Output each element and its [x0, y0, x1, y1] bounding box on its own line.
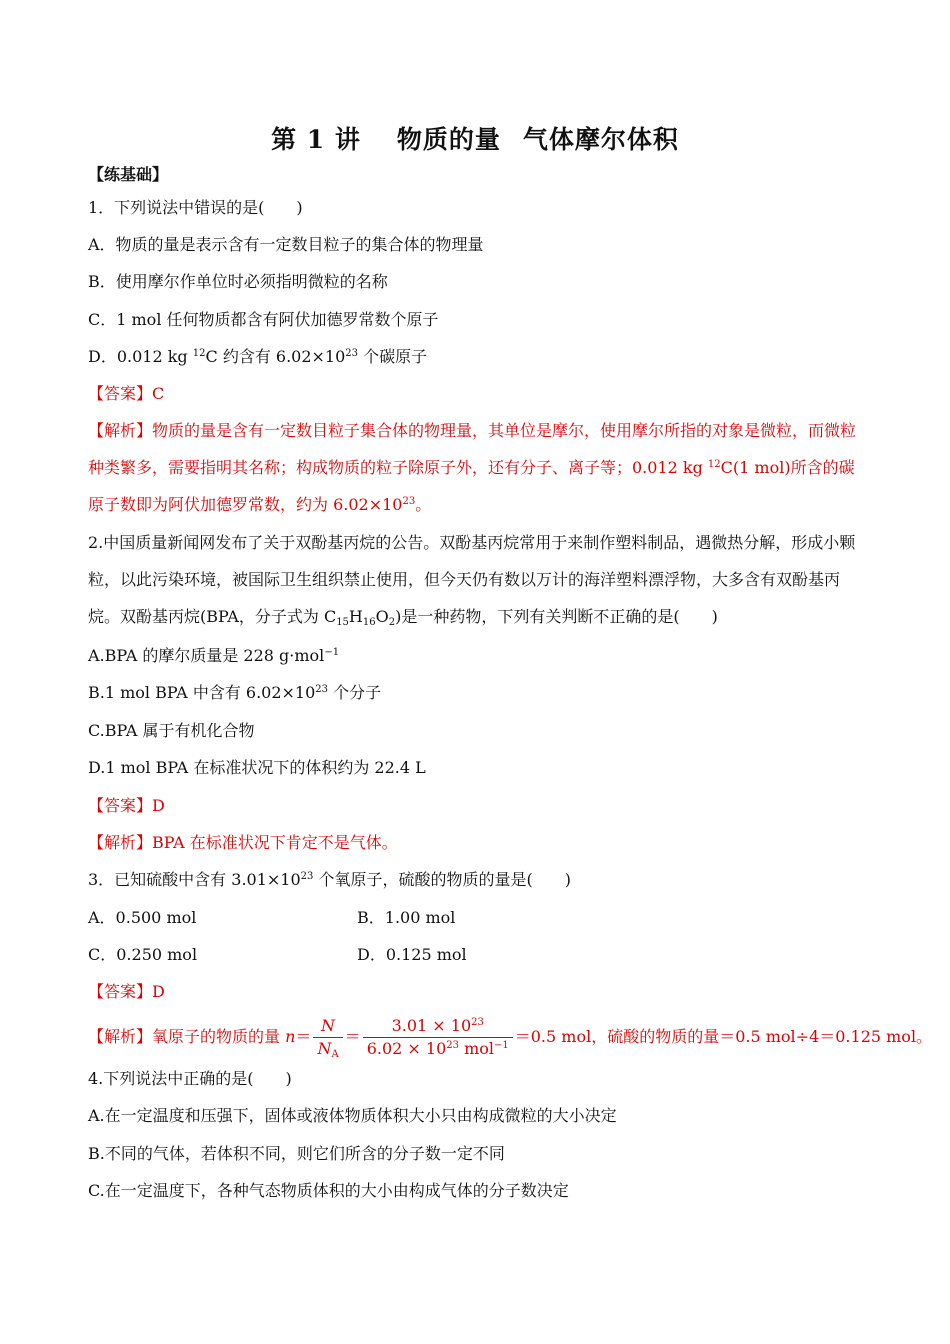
q3-option-b: B．1.00 mol: [357, 908, 456, 927]
q3-answer: 【答案】D: [88, 982, 165, 1001]
fraction-n-over-na: $\frac{N}{N_A}$: [313, 1017, 342, 1058]
section-label: 【练基础】: [88, 165, 169, 184]
q4-option-c: C.在一定温度下，各种气态物质体积的大小由构成气体的分子数决定: [88, 1181, 569, 1200]
q3-option-d: D．0.125 mol: [357, 945, 467, 964]
q1-option-c: C．1 mol 任何物质都含有阿伏加德罗常数个原子: [88, 310, 439, 329]
lecture-number: 第 1 讲: [271, 125, 361, 154]
q4-option-a: A.在一定温度和压强下，固体或液体物质体积大小只由构成微粒的大小决定: [88, 1106, 617, 1125]
q1-option-a: A．物质的量是表示含有一定数目粒子的集合体的物理量: [88, 235, 484, 254]
q2-option-c: C.BPA 属于有机化合物: [88, 721, 255, 740]
q3-option-a: A．0.500 mol: [88, 908, 197, 927]
q1-option-b: B．使用摩尔作单位时必须指明微粒的名称: [88, 272, 388, 291]
q2-stem: 2.中国质量新闻网发布了关于双酚基丙烷的公告。双酚基丙烷常用于来制作塑料制品，遇微热分解，形成小颗粒，以此污染环境，被国际卫生组织禁止使用，但今天仍有数以万计的海洋塑料漂浮物，大多含有双酚基丙烷。双酚基丙烷(BPA，分子式为 $C_{15}H_{16}O_2$)是一种药物，下列有关判断不正确的是( ): [88, 533, 856, 628]
page-title: [0, 120, 950, 156]
title-topic-2: 气体摩尔体积: [522, 125, 679, 154]
fraction-calculation: $\frac{3.01 \times 10^{23}}{6.02 \times 10^{23} mol^{-1}}$: [363, 1017, 513, 1058]
q2-option-d: D.1 mol BPA 在标准状况下的体积约为 22.4 L: [88, 758, 426, 777]
q1-option-d: D．0.012 kg $^{12}$C 约含有 $6.02\times 10^{23}$ 个碳原子: [88, 347, 428, 366]
q4-option-b: B.不同的气体，若体积不同，则它们所含的分子数一定不同: [88, 1144, 505, 1163]
q3-option-c: C．0.250 mol: [88, 945, 198, 964]
q1-answer: 【答案】C: [88, 384, 165, 403]
q2-analysis: 【解析】BPA 在标准状况下肯定不是气体。: [88, 833, 398, 852]
q1-analysis: 【解析】物质的量是含有一定数目粒子集合体的物理量，其单位是摩尔，使用摩尔所指的对象是微粒，而微粒种类繁多，需要指明其名称；构成物质的粒子除原子外，还有分子、离子等；0.012 kg $^{12}$C(1 mol)所含的碳原子数即为阿伏加德罗常数，约为 $6.02\times 10^{23}$。: [88, 421, 857, 514]
q1-stem: 1．下列说法中错误的是( ): [88, 198, 303, 217]
q2-answer: 【答案】D: [88, 796, 165, 815]
q2-option-a: A.BPA 的摩尔质量是 228 g·mol$^{-1}$: [88, 646, 340, 665]
q2-option-b: B.1 mol BPA 中含有 $6.02\times 10^{23}$ 个分子: [88, 683, 382, 702]
q4-stem: 4.下列说法中正确的是( ): [88, 1069, 292, 1088]
q3-stem: 3．已知硫酸中含有 $3.01\times 10^{23}$ 个氧原子，硫酸的物质的量是( ): [88, 870, 571, 889]
title-topic-1: 物质的量: [396, 125, 501, 154]
q3-analysis: 【解析】氧原子的物质的量 n＝ $\frac{N}{N_A}$ ＝ $\frac{3.01 \times 10^{23}}{6.02 \times 10^{23} mol^{-1}}$ ＝0.5 mol，硫酸的物质的量＝0.5 mol÷4＝0.125 mol。: [88, 1016, 933, 1060]
